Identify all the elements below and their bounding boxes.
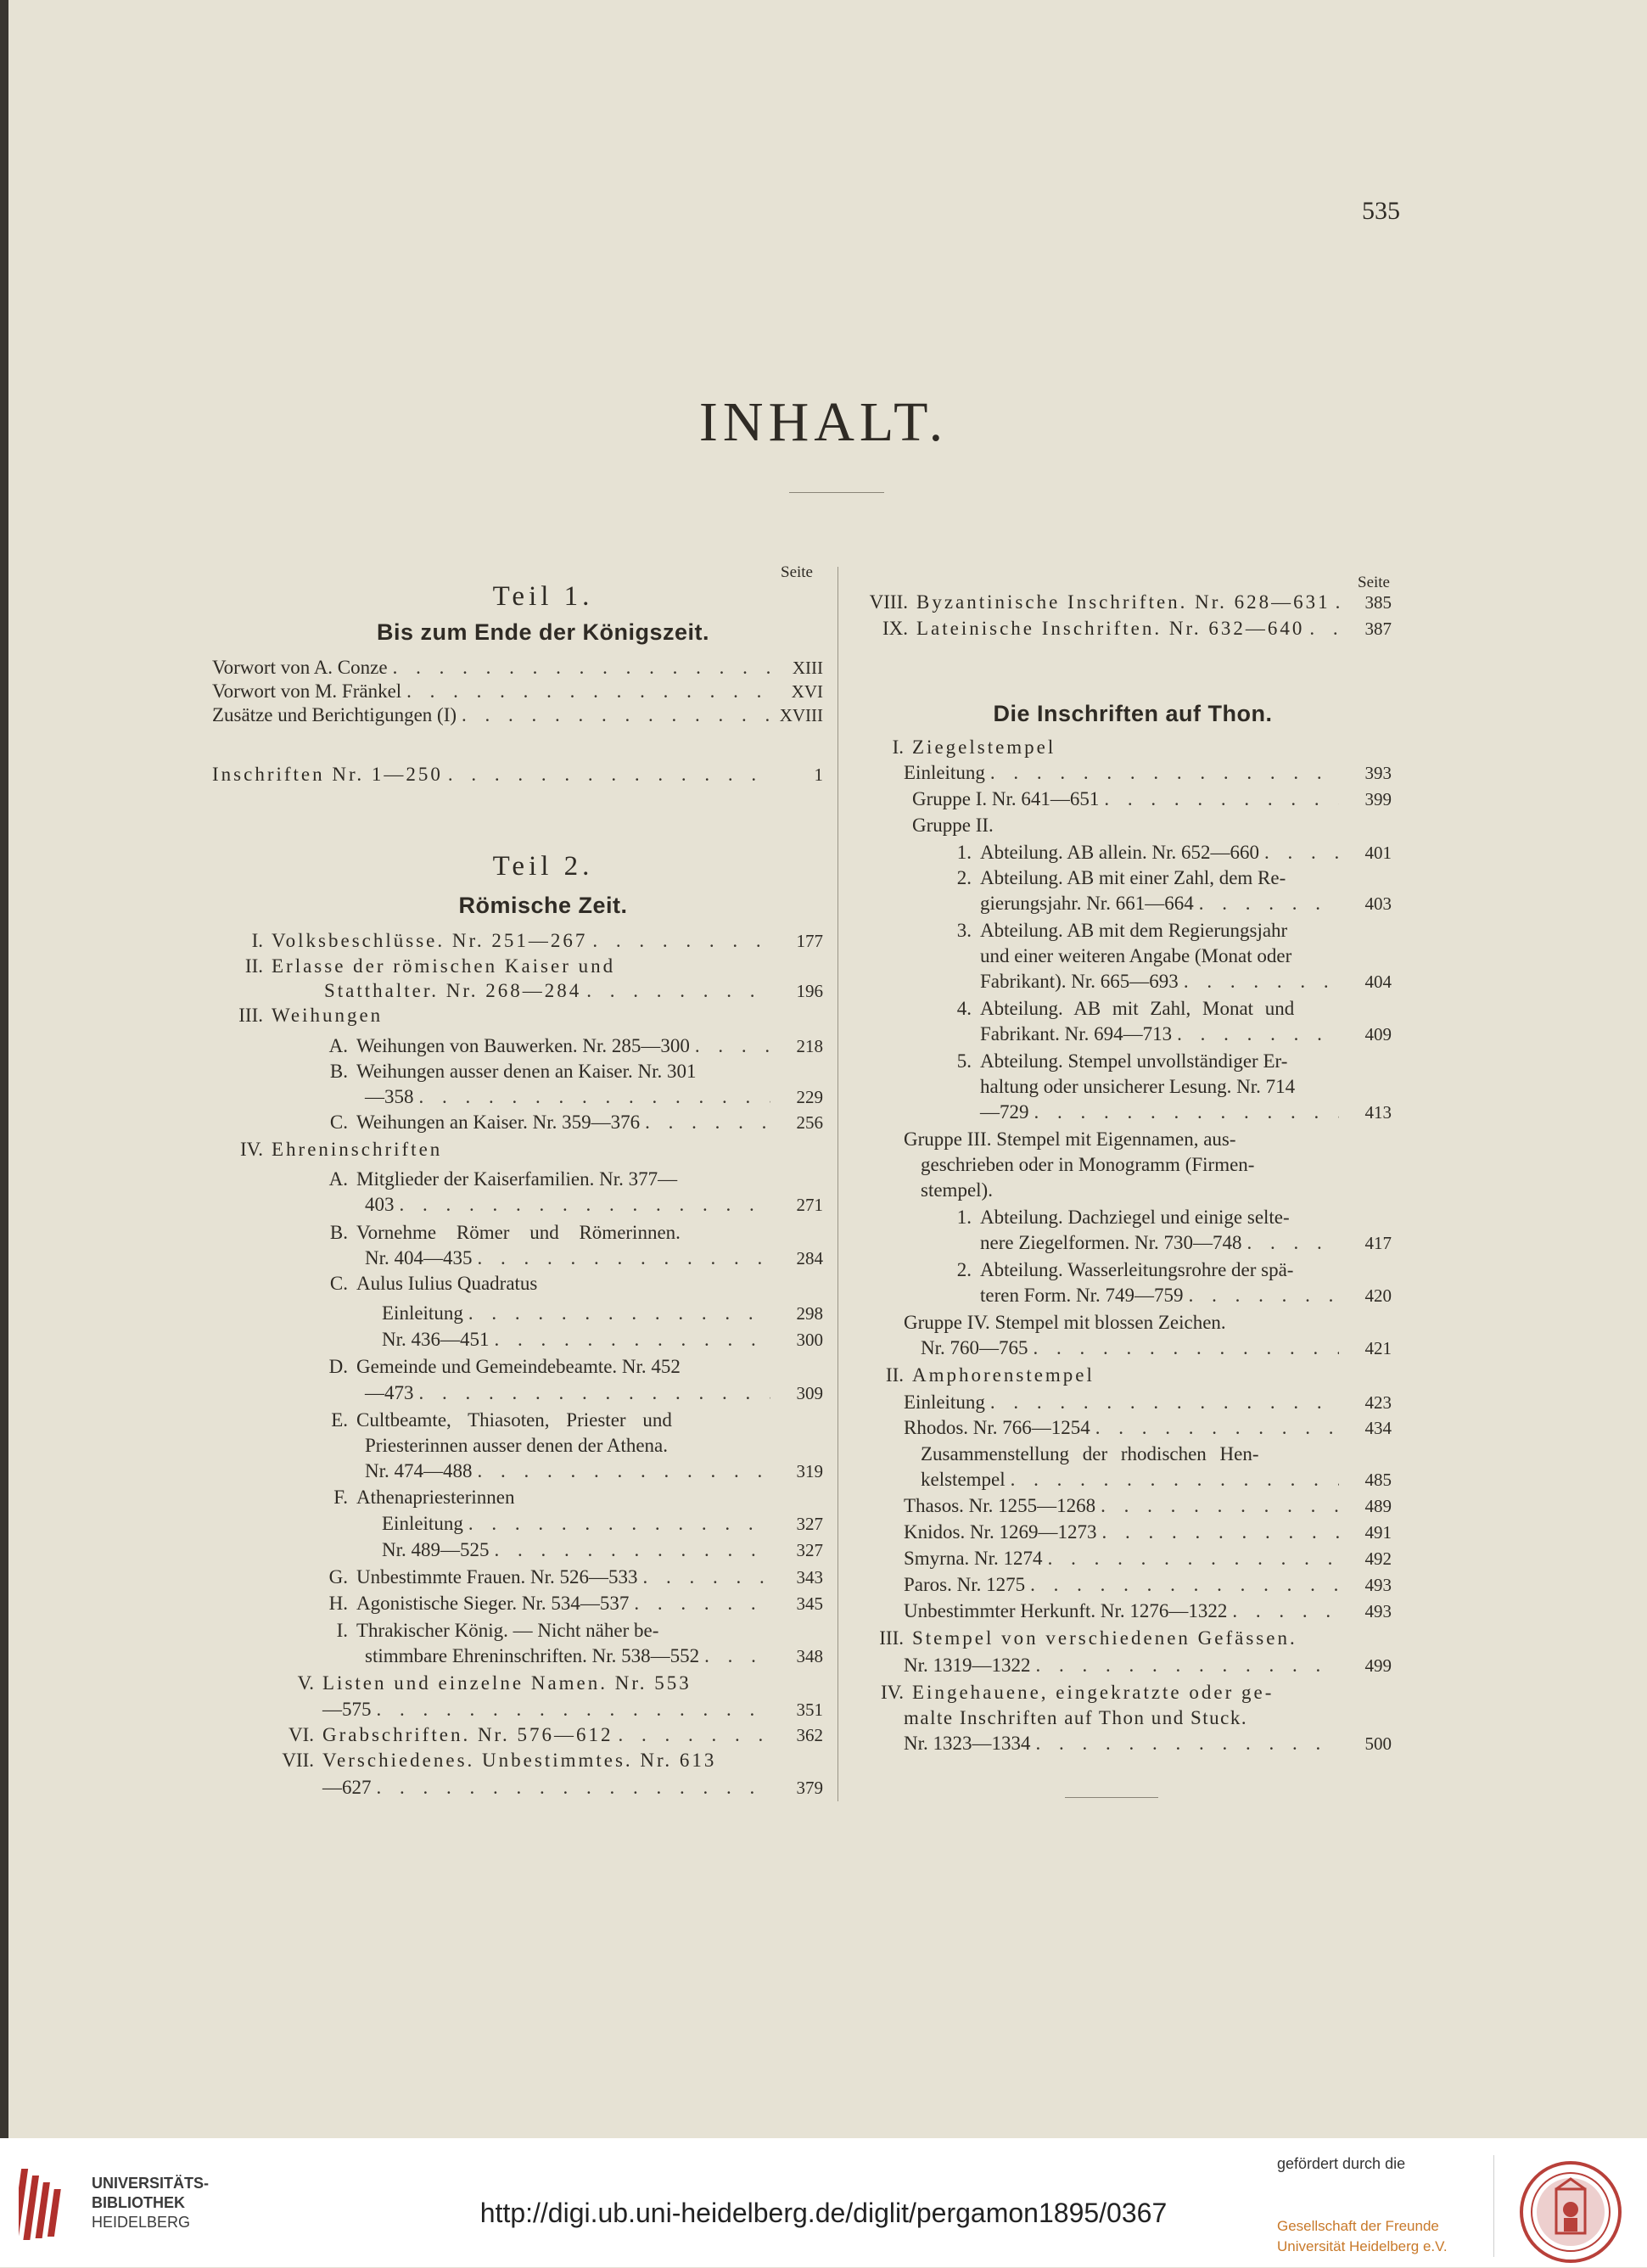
toc-entry: Inschriften Nr. 1—250 . . . 1 (212, 762, 823, 787)
toc-entry: 1. Abteilung. AB allein. Nr. 652—660 . . . 401 (972, 840, 1392, 865)
toc-entry: 2. Abteilung. Wasserleitungsrohre der spä- (956, 1259, 1294, 1280)
toc-entry: II. Amphorenstempel (885, 1364, 1095, 1386)
toc-entry: B. Vornehme Römer und Römerinnen. (329, 1222, 681, 1243)
toc-entry: Einleitung . . . 423 (904, 1390, 1392, 1415)
toc-entry: II. Erlasse der römischen Kaiser und (244, 955, 616, 977)
toc-entry: E. Cultbeamte, Thiasoten, Priester und (331, 1409, 672, 1431)
toc-entry: H. Agonistische Sieger. Nr. 534—537 . . . 345 (348, 1591, 823, 1616)
toc-entry: Rhodos. Nr. 766—1254 . . . 434 (904, 1415, 1392, 1441)
toc-entry: haltung oder unsicherer Lesung. Nr. 714 (980, 1076, 1296, 1097)
toc-entry: Gruppe I. Nr. 641—651 . . . 399 (912, 787, 1392, 812)
toc-entry: V. Listen und einzelne Namen. Nr. 553 (297, 1672, 692, 1694)
teil1-subheading: Bis zum Ende der Königszeit. (376, 619, 710, 645)
viewer-footer (0, 2138, 1647, 2267)
toc-entry: Nr. 404—435 . . . 284 (365, 1246, 823, 1271)
toc-entry: nere Ziegelformen. Nr. 730—748 . . . 417 (980, 1230, 1392, 1256)
toc-entry: Vorwort von M. Fränkel . . . XVI (212, 679, 823, 704)
footer-divider (1493, 2155, 1494, 2257)
toc-entry: 403 . . . 271 (365, 1192, 823, 1218)
toc-entry: Statthalter. Nr. 268—284 . . . 196 (324, 978, 823, 1004)
toc-entry: IX. Lateinische Inschriften. Nr. 632—640 . . . 387 (908, 616, 1392, 641)
toc-entry: Paros. Nr. 1275 . . . 493 (904, 1572, 1392, 1598)
seite-label-right: Seite (1358, 574, 1390, 591)
toc-entry: und einer weiteren Angabe (Monat oder (980, 945, 1292, 966)
toc-entry: VII. Verschiedenes. Unbestimmtes. Nr. 613 (282, 1750, 717, 1771)
society-name[interactable]: Gesellschaft der Freunde Universität Heidelberg e.V. (1277, 2218, 1448, 2254)
toc-entry: G. Unbestimmte Frauen. Nr. 526—533 . . . 343 (348, 1565, 823, 1590)
teil2-subheading: Römische Zeit. (458, 893, 628, 918)
toc-entry: III. Stempel von verschiedenen Gefässen. (879, 1627, 1297, 1649)
toc-entry: IV. Eingehauene, eingekratzte oder ge- (880, 1682, 1274, 1703)
toc-entry: Vorwort von A. Conze . . . XIII (212, 655, 823, 680)
toc-entry: A. Weihungen von Bauwerken. Nr. 285—300 . . . 218 (348, 1033, 823, 1059)
toc-entry: Nr. 474—488 . . . 319 (365, 1459, 823, 1484)
toc-entry: IV. Ehreninschriften (239, 1139, 443, 1160)
toc-entry: Knidos. Nr. 1269—1273 . . . 491 (904, 1520, 1392, 1545)
teil1-heading: Teil 1. (492, 581, 594, 612)
toc-entry: Unbestimmter Herkunft. Nr. 1276—1322 . . . 493 (904, 1599, 1392, 1624)
toc-entry: Nr. 1319—1322 . . . 499 (904, 1653, 1392, 1678)
toc-entry: C. Weihungen an Kaiser. Nr. 359—376 . . . 256 (348, 1110, 823, 1135)
toc-entry: Zusätze und Berichtigungen (I) . . . XVIII (212, 703, 823, 728)
toc-entry: Einleitung . . . 327 (382, 1511, 823, 1537)
toc-entry: —473 . . . 309 (365, 1380, 823, 1406)
toc-entry: —358 . . . 229 (365, 1084, 823, 1110)
toc-entry: F. Athenapriesterinnen (333, 1487, 515, 1508)
toc-entry: Zusammenstellung der rhodischen Hen- (921, 1443, 1259, 1464)
toc-entry: Nr. 436—451 . . . 300 (382, 1327, 823, 1352)
toc-entry: —627 . . . 379 (322, 1775, 823, 1800)
toc-entry: VIII. Byzantinische Inschriften. Nr. 628—631 . . . 385 (908, 590, 1392, 615)
library-name[interactable]: UNIVERSITÄTS- BIBLIOTHEK HEIDELBERG (92, 2175, 210, 2231)
page-number: 535 (1362, 197, 1400, 225)
toc-entry: I. Ziegelstempel (892, 736, 1056, 758)
toc-entry: Fabrikant). Nr. 665—693 . . . 404 (980, 969, 1392, 994)
university-seal-icon[interactable] (1519, 2160, 1622, 2264)
toc-entry: Einleitung . . . 298 (382, 1301, 823, 1326)
toc-entry: 1. Abteilung. Dachziegel und einige selte- (956, 1207, 1290, 1228)
thon-heading: Die Inschriften auf Thon. (993, 701, 1273, 726)
toc-entry: VI. Grabschriften. Nr. 576—612 . . . 362 (314, 1722, 823, 1748)
page-title: INHALT. (698, 391, 949, 453)
toc-entry: Smyrna. Nr. 1274 . . . 492 (904, 1546, 1392, 1571)
toc-entry: —729 . . . 413 (980, 1100, 1392, 1125)
toc-entry: Thasos. Nr. 1255—1268 . . . 489 (904, 1493, 1392, 1519)
toc-entry: D. Gemeinde und Gemeindebeamte. Nr. 452 (328, 1356, 681, 1377)
toc-entry: 4. Abteilung. AB mit Zahl, Monat und (956, 998, 1295, 1019)
toc-entry: Gruppe III. Stempel mit Eigennamen, aus- (904, 1128, 1236, 1150)
toc-entry: gierungsjahr. Nr. 661—664 . . . 403 (980, 891, 1392, 916)
toc-entry: stempel). (921, 1179, 993, 1201)
toc-entry: III. Weihungen (238, 1005, 384, 1026)
toc-entry: malte Inschriften auf Thon und Stuck. (904, 1707, 1248, 1728)
toc-entry: stimmbare Ehreninschriften. Nr. 538—552 . . . 348 (365, 1644, 823, 1669)
toc-entry: Nr. 760—765 . . . 421 (921, 1336, 1392, 1361)
toc-entry: C. Aulus Iulius Quadratus (329, 1273, 538, 1294)
toc-entry: Priesterinnen ausser denen der Athena. (365, 1435, 669, 1456)
toc-entry: Einleitung . . . 393 (904, 760, 1392, 786)
toc-entry: A. Mitglieder der Kaiserfamilien. Nr. 377— (328, 1168, 678, 1190)
toc-entry: Gruppe II. (912, 815, 994, 836)
toc-entry: 2. Abteilung. AB mit einer Zahl, dem Re- (956, 867, 1286, 888)
toc-entry: Fabrikant. Nr. 694—713 . . . 409 (980, 1022, 1392, 1047)
teil2-heading: Teil 2. (492, 851, 594, 882)
toc-entry: geschrieben oder in Monogramm (Firmen- (921, 1154, 1255, 1175)
toc-entry: Nr. 489—525 . . . 327 (382, 1537, 823, 1563)
toc-entry: 3. Abteilung. AB mit dem Regierungsjahr (956, 920, 1288, 941)
toc-entry: I. Thrakischer König. — Nicht näher be- (336, 1620, 659, 1641)
toc-entry: teren Form. Nr. 749—759 . . . 420 (980, 1283, 1392, 1308)
toc-entry: kelstempel . . . 485 (921, 1467, 1392, 1492)
permalink-url[interactable]: http://digi.ub.uni-heidelberg.de/diglit/pergamon1895/0367 (479, 2198, 1168, 2228)
scan-edge (0, 0, 8, 2138)
toc-entry: 5. Abteilung. Stempel unvollständiger Er- (956, 1050, 1288, 1072)
toc-entry: Nr. 1323—1334 . . . 500 (904, 1731, 1392, 1756)
toc-entry: B. Weihungen ausser denen an Kaiser. Nr. 301 (329, 1061, 697, 1082)
title-rule (789, 492, 884, 493)
toc-entry: —575 . . . 351 (322, 1697, 823, 1722)
end-rule (1065, 1797, 1158, 1798)
seite-label-left: Seite (781, 563, 813, 581)
sponsor-label: gefördert durch die (1277, 2155, 1406, 2172)
toc-entry: I. Volksbeschlüsse. Nr. 251—267 . . . 177 (263, 928, 823, 954)
toc-entry: Gruppe IV. Stempel mit blossen Zeichen. (904, 1312, 1226, 1333)
